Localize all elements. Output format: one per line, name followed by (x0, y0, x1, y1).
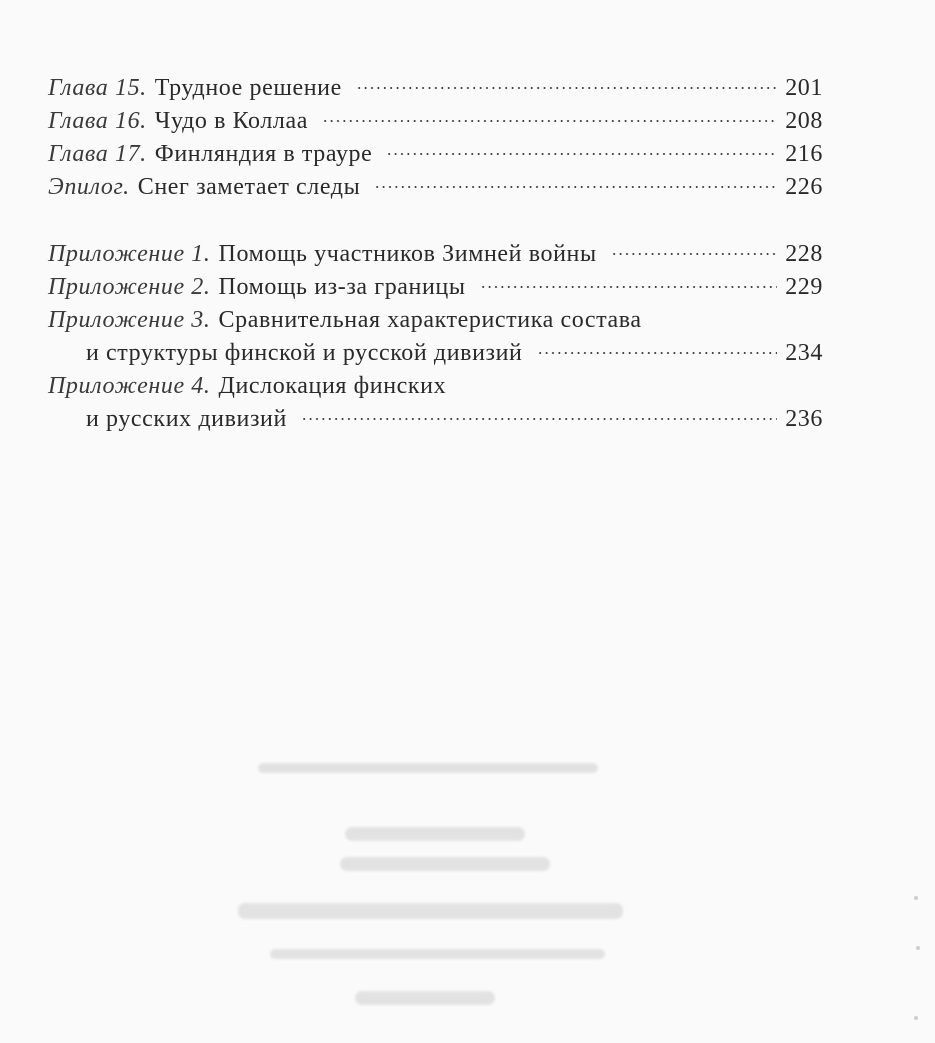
entry-title: Дислокация финских (218, 373, 447, 399)
table-of-contents (48, 72, 823, 436)
dot-leader (537, 352, 778, 354)
bleed-through-imprint (0, 745, 935, 1043)
toc-entry-appendix-2 (48, 271, 823, 304)
entry-label: Приложение 1. (48, 241, 211, 267)
toc-line (48, 370, 823, 403)
dot-leader (374, 186, 777, 188)
toc-line (48, 171, 823, 204)
entry-label: Эпилог. (48, 174, 130, 200)
page-number: 216 (785, 141, 823, 167)
toc-entry-chapter-17 (48, 138, 823, 171)
page-number: 228 (785, 241, 823, 267)
dot-leader (356, 87, 777, 89)
page-number: 226 (785, 174, 823, 200)
entry-label: Приложение 4. (48, 373, 211, 399)
toc-line-continuation (48, 403, 823, 436)
edge-speck (916, 946, 920, 950)
toc-entry-chapter-15 (48, 72, 823, 105)
entry-title-continuation: и русских дивизий (86, 406, 287, 432)
page-number: 208 (785, 108, 823, 134)
toc-entry-appendix-4 (48, 370, 823, 436)
ghost-line (270, 949, 605, 959)
toc-line (48, 271, 823, 304)
entry-title-continuation: и структуры финской и русской дивизий (86, 340, 523, 366)
ghost-line (345, 827, 525, 841)
entry-label: Приложение 3. (48, 307, 211, 333)
entry-title: Помощь из-за границы (218, 274, 466, 300)
edge-speck (914, 1016, 918, 1020)
dot-leader (322, 120, 777, 122)
entry-title: Трудное решение (154, 75, 342, 101)
toc-line (48, 72, 823, 105)
ghost-line (258, 763, 598, 773)
entry-title: Чудо в Коллаа (154, 108, 308, 134)
ghost-line (355, 991, 495, 1005)
entry-title: Финляндия в трауре (154, 141, 373, 167)
page-number: 234 (785, 340, 823, 366)
dot-leader (386, 153, 777, 155)
toc-entry-chapter-16 (48, 105, 823, 138)
entry-title: Снег заметает следы (137, 174, 361, 200)
toc-line (48, 238, 823, 271)
toc-entry-appendix-3 (48, 304, 823, 370)
entry-label: Глава 16. (48, 108, 147, 134)
page-number: 229 (785, 274, 823, 300)
toc-entry-epilogue (48, 171, 823, 204)
entry-title: Помощь участников Зимней войны (218, 241, 597, 267)
entry-label: Глава 17. (48, 141, 147, 167)
ghost-line (238, 903, 623, 919)
entry-title: Сравнительная характеристика состава (218, 307, 642, 333)
section-spacer (48, 204, 823, 238)
dot-leader (480, 286, 777, 288)
toc-entry-appendix-1 (48, 238, 823, 271)
toc-line (48, 304, 823, 337)
toc-line (48, 105, 823, 138)
ghost-line (340, 857, 550, 871)
dot-leader (611, 253, 777, 255)
page-number: 236 (785, 406, 823, 432)
edge-speck (914, 896, 918, 900)
toc-line (48, 138, 823, 171)
entry-label: Приложение 2. (48, 274, 211, 300)
dot-leader (301, 418, 777, 420)
entry-label: Глава 15. (48, 75, 147, 101)
toc-line-continuation (48, 337, 823, 370)
page-number: 201 (785, 75, 823, 101)
